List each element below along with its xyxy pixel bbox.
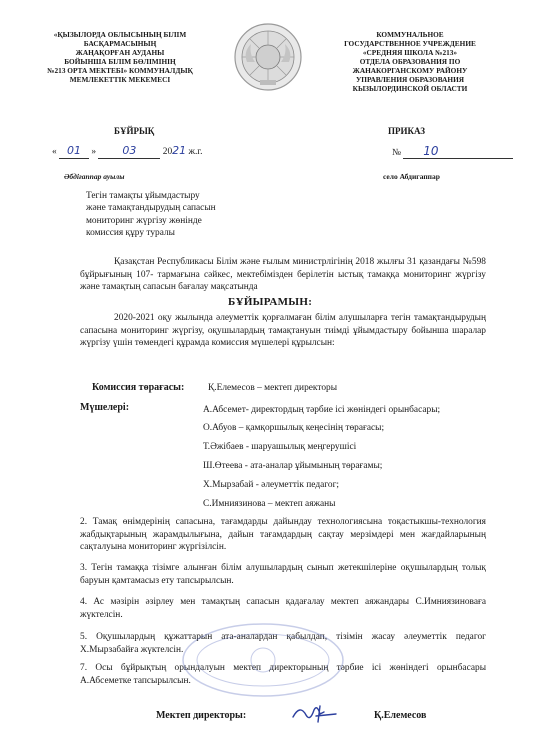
- header-right-line: УПРАВЛЕНИЯ ОБРАЗОВАНИЯ: [355, 75, 465, 84]
- chair-value: Қ.Елемесов – мектеп директоры: [208, 383, 337, 393]
- order-number: [392, 145, 513, 160]
- state-emblem-icon: [233, 22, 303, 92]
- item-3: 3. Тегін тамаққа тізімге алынған білім алушылардың сынып жетекшілеріне оқушылардың толық баруын қамтамасыз ету тапсырылсын.: [80, 563, 486, 586]
- item-4: 4. Ас мәзірін әзірлеу мен тамақтың сапасын қадағалау мектеп аяжандары С.Имниязиноваға жүктелсін.: [80, 597, 486, 620]
- date-month: 03: [98, 145, 160, 159]
- header-left-line: БОЙЫНША БІЛІМ БӨЛІМІНІҢ: [64, 57, 176, 66]
- date-quote-open: «: [52, 147, 57, 157]
- item-1: 2020-2021 оқу жылында әлеуметтік қорғалмаған білім алушыларға тегін тамақтандырудың сапасына мониторинг жүргізу, оқушылардың тамақтануын тиімді ұйымдастыру бойынша шаралар жүргізу үшін төмендегі құрамда комиссия мүшелері құрылсын:: [80, 313, 486, 349]
- intro-paragraph: Қазақстан Республикасы Білім және ғылым министрлігінің 2018 жылғы 31 қазандағы №598 бұйрығының 107- тармағына сәйкес, мектебімізден берілетін ыстық тамаққа мониторинг жүргізу және тамақтың сапасын бағалау мақсатында: [80, 257, 486, 293]
- header-left: [40, 30, 200, 84]
- item-2: 2. Тамақ өнімдерінің сапасына, тағамдарды дайындау технологиясына тоқастыкшы-технология жабдықтарының жарамдылығына, дайын тағамдардың сақтау мерзімдері мен жағдайларының сақталуына мониторинг жүргізілсін.: [80, 517, 486, 553]
- date-year-suffix: 21: [172, 144, 187, 157]
- number-value: 10: [403, 145, 513, 159]
- order-subject: [86, 190, 216, 240]
- subject-line: мониторинг жүргізу жөнінде: [86, 215, 202, 226]
- subject-line: және тамақтандырудың сапасын: [86, 203, 216, 214]
- order-date: [52, 145, 202, 159]
- member-line: Т.Әжібаев - шаруашылық меңгерушісі: [203, 442, 357, 452]
- header-right-line: ОТДЕЛА ОБРАЗОВАНИЯ ПО: [359, 57, 461, 66]
- member-line: Ш.Өтеева - ата-аналар ұйымының төрағамы;: [203, 461, 383, 471]
- member-line: С.Имниязинова – мектеп аяжаны: [203, 499, 336, 509]
- order-title-kz: БҰЙРЫҚ: [114, 126, 155, 136]
- item-7: 7. Осы бұйрықтың орындалуын мектеп директорының тәрбие ісі жөніндегі орынбасары А.Абсеметке тапсырылсын.: [80, 663, 486, 686]
- date-year-prefix: 20: [162, 147, 173, 157]
- member-line: А.Абсемет- директордың тәрбие ісі жөніндегі орынбасары;: [203, 405, 441, 415]
- header-right-line: «СРЕДНЯЯ ШКОЛА №213»: [362, 48, 458, 57]
- date-day: 01: [59, 145, 89, 159]
- header-right-line: КЫЗЫЛОРДИНСКОЙ ОБЛАСТИ: [352, 84, 468, 93]
- header-left-line: БАСҚАРМАСЫНЫҢ: [83, 39, 157, 48]
- number-sign: №: [392, 148, 401, 158]
- subject-line: комиссия құру туралы: [86, 228, 175, 239]
- order-word: БҰЙЫРАМЫН:: [228, 296, 313, 308]
- handwritten-signature-icon: [290, 702, 340, 724]
- header-right-line: ГОСУДАРСТВЕННОЕ УЧРЕЖДЕНИЕ: [344, 39, 476, 48]
- place-ru: село Абдигаппар: [383, 172, 440, 181]
- subject-line: Тегін тамақты ұйымдастыру: [86, 191, 200, 201]
- date-quote-close: »: [91, 147, 97, 157]
- header-right-line: ЖАНАКОРГАНСКОМУ РАЙОНУ: [352, 66, 468, 75]
- header-left-line: №213 ОРТА МЕКТЕБІ» КОММУНАЛДЫҚ: [47, 66, 193, 75]
- header-left-line: МЕМЛЕКЕТТІК МЕКЕМЕСІ: [69, 75, 171, 84]
- header-left-line: «ҚЫЗЫЛОРДА ОБЛЫСЫНЫҢ БІЛІМ: [53, 30, 187, 39]
- header-right: [330, 30, 490, 93]
- date-year-label: ж.г.: [188, 147, 203, 157]
- member-line: О.Абуов – қамқоршылық кеңесінің төрағасы;: [203, 423, 385, 433]
- order-title-ru: ПРИКАЗ: [388, 126, 426, 136]
- header-right-line: КОММУНАЛЬНОЕ: [376, 30, 444, 39]
- chair-label: Комиссия төрағасы:: [92, 382, 185, 393]
- place-kz: Әбдіғаппар ауылы: [64, 172, 125, 181]
- members-label: Мүшелері:: [80, 402, 130, 413]
- header-left-line: ЖАҢАҚОРҒАН АУДАНЫ: [75, 48, 165, 57]
- item-5: 5. Оқушылардың құжаттарын ата-аналардан қабылдап, тізімін жасау әлеуметтік педагог Х.Мырзабайға жүктелсін.: [80, 632, 486, 655]
- signature-label: Мектеп директоры:: [156, 710, 247, 721]
- signature-name: Қ.Елемесов: [374, 710, 427, 721]
- member-line: Х.Мырзабай - әлеуметтік педагог;: [203, 480, 340, 490]
- round-stamp-icon: [178, 620, 348, 700]
